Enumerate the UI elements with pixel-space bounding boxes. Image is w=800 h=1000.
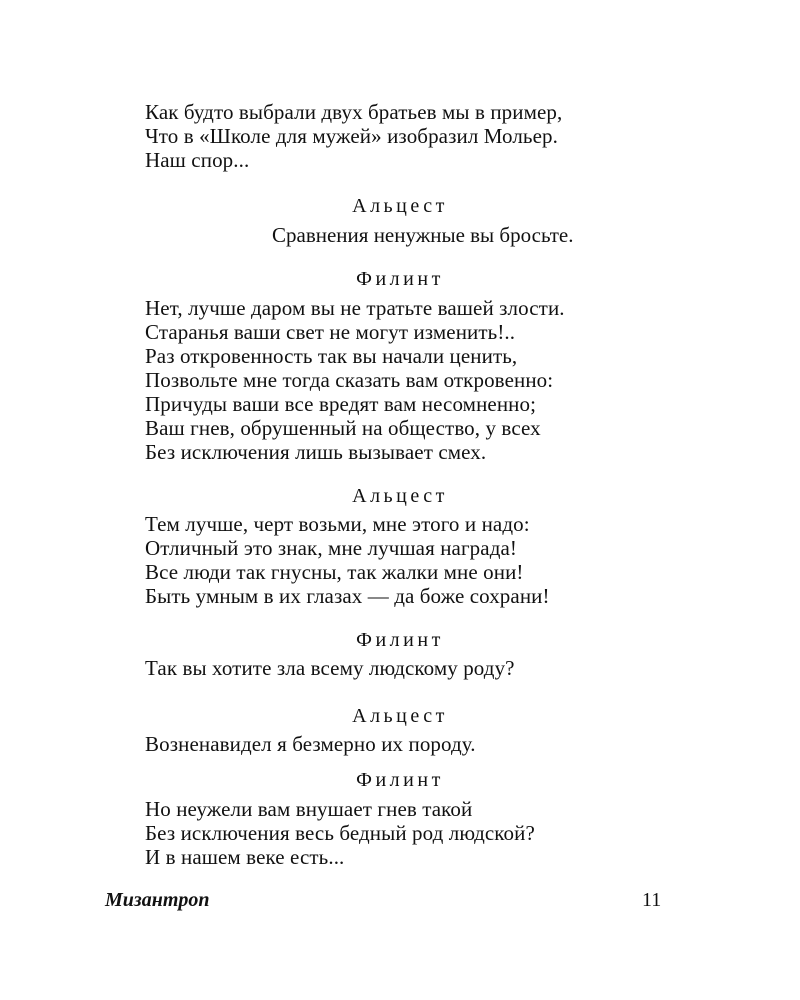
verse-line: И в нашем веке есть... [145, 845, 345, 869]
verse-block-7 [145, 797, 535, 869]
page-number: 11 [642, 889, 662, 911]
verse-line: Раз откровенность так вы начали ценить, [145, 344, 518, 368]
verse-line: Как будто выбрали двух братьев мы в пример, [145, 100, 563, 124]
speaker-name: Филинт [356, 268, 444, 290]
speaker-name: Альцест [352, 705, 448, 727]
speaker-name: Филинт [356, 769, 444, 791]
verse-line-indented: Сравнения ненужные вы бросьте. [272, 223, 574, 247]
verse-line: Быть умным в их глазах — да боже сохрани! [145, 584, 550, 608]
verse-block-1 [145, 100, 562, 172]
verse-line: Старанья ваши свет не могут изменить!.. [145, 320, 516, 344]
verse-line: Ваш гнев, обрушенный на общество, у всех [145, 416, 541, 440]
verse-line: Возненавидел я безмерно их породу. [145, 732, 476, 756]
verse-line: Отличный это знак, мне лучшая награда! [145, 536, 517, 560]
verse-line: Но неужели вам внушает гнев такой [145, 797, 473, 821]
verse-line: Тем лучше, черт возьми, мне этого и надо: [145, 512, 530, 536]
verse-line: Причуды ваши все вредят вам несомненно; [145, 392, 537, 416]
verse-block-6 [145, 732, 476, 756]
speaker-name: Альцест [352, 195, 448, 217]
verse-line: Нет, лучше даром вы не тратьте вашей злости. [145, 296, 565, 320]
speaker-name: Филинт [356, 629, 444, 651]
verse-line: Без исключения лишь вызывает смех. [145, 440, 487, 464]
verse-line: Так вы хотите зла всему людскому роду? [145, 656, 515, 680]
verse-block-3 [145, 296, 565, 464]
verse-block-5 [145, 656, 515, 680]
verse-line: Все люди так гнусны, так жалки мне они! [145, 560, 524, 584]
verse-line: Позвольте мне тогда сказать вам откровенно: [145, 368, 554, 392]
speaker-name: Альцест [352, 485, 448, 507]
verse-line: Что в «Школе для мужей» изобразил Мольер. [145, 124, 558, 148]
verse-line: Без исключения весь бедный род людской? [145, 821, 535, 845]
running-footer-title: Мизантроп [105, 889, 210, 911]
verse-block-4 [145, 512, 550, 608]
verse-line: Наш спор... [145, 148, 250, 172]
